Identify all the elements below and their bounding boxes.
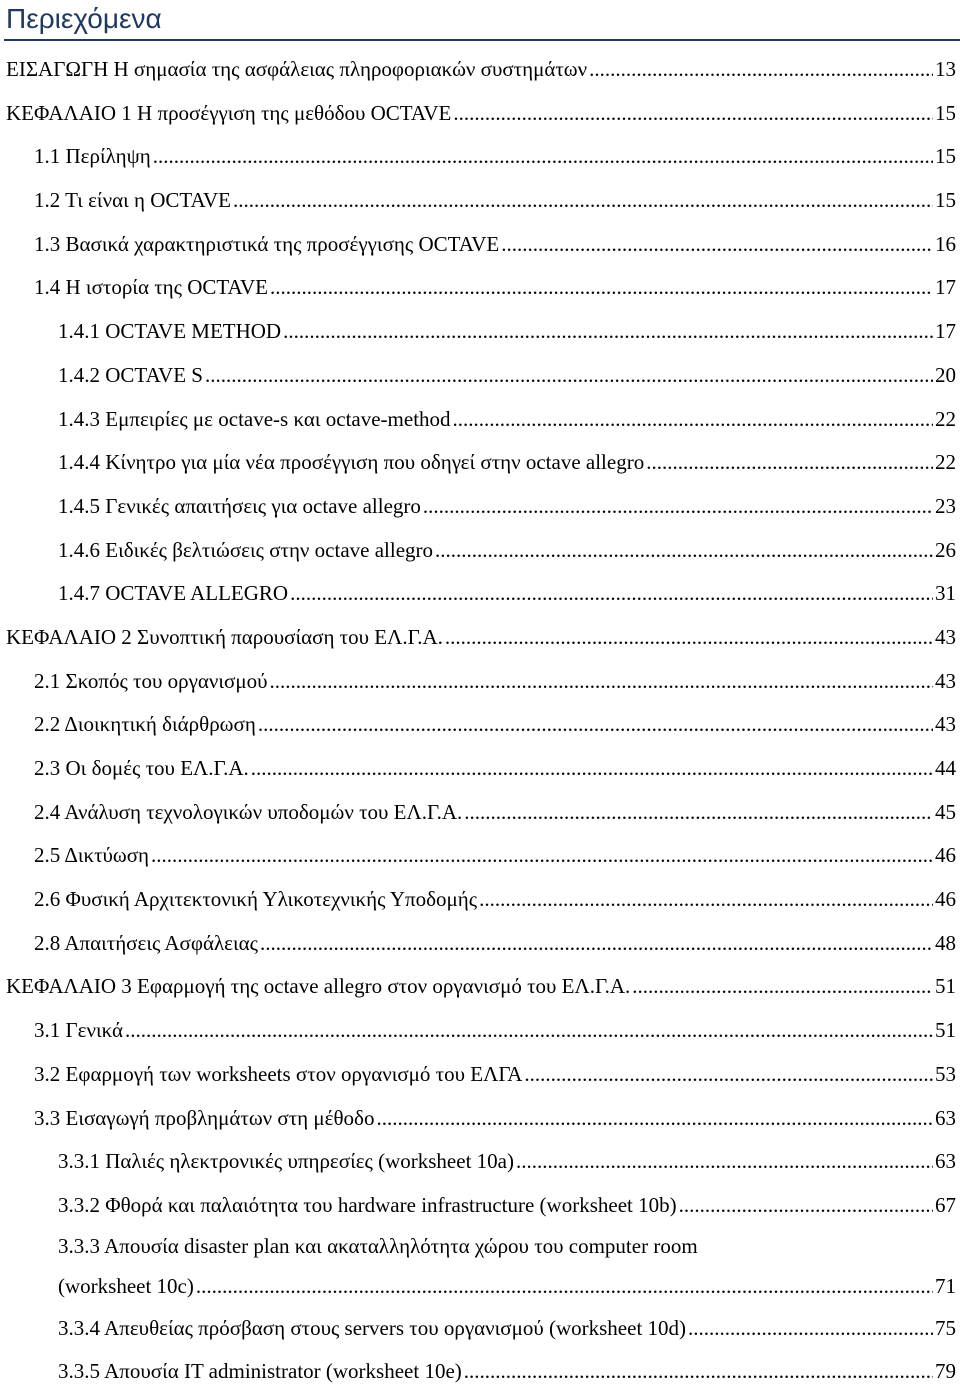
dot-leader <box>196 1265 933 1307</box>
dot-leader <box>464 791 933 835</box>
toc-entry-2-8[interactable] <box>0 922 960 966</box>
toc-entry-1-4-4[interactable] <box>0 441 960 485</box>
toc-page-number: 43 <box>935 668 956 693</box>
toc-page-number: 46 <box>935 843 956 868</box>
dot-leader <box>153 135 933 179</box>
toc-page-number: 71 <box>935 1273 956 1298</box>
dot-leader <box>260 922 933 966</box>
dot-leader <box>445 616 933 660</box>
dot-leader <box>233 179 933 223</box>
toc-page-number: 15 <box>935 100 956 125</box>
toc-entry-text: 3.3.1 Παλιές ηλεκτρονικές υπηρεσίες (worksheet 10a) <box>58 1149 514 1174</box>
toc-entry-text: 2.3 Οι δομές του ΕΛ.Γ.Α. <box>34 756 249 780</box>
toc-entry-chapter-2[interactable] <box>0 616 960 660</box>
toc-page-number: 22 <box>935 406 956 431</box>
page-title: Περιεχόμενα <box>6 3 162 34</box>
toc-page-number: 48 <box>935 930 956 955</box>
toc-entry-1-4-3[interactable] <box>0 398 960 442</box>
toc-entry-1-1[interactable] <box>0 135 960 179</box>
dot-leader <box>125 1009 933 1053</box>
toc-page-number: 13 <box>935 57 956 81</box>
toc-entry-text: 1.4.2 OCTAVE S <box>58 362 203 387</box>
toc-entry-text: 1.4.7 OCTAVE ALLEGRO <box>58 581 289 606</box>
toc-entry-1-4-5[interactable] <box>0 485 960 529</box>
toc-entry-2-5[interactable] <box>0 834 960 878</box>
toc-entry-2-4[interactable] <box>0 791 960 835</box>
toc-entry-3-1[interactable] <box>0 1009 960 1053</box>
toc-entry-text: 1.2 Τι είναι η OCTAVE <box>34 188 231 213</box>
dot-leader <box>646 441 933 485</box>
toc-entry-2-3[interactable] <box>0 747 960 791</box>
toc-page-number: 17 <box>935 319 956 344</box>
dot-leader <box>283 310 933 354</box>
toc-entry-text: 2.8 Απαιτήσεις Ασφάλειας <box>34 930 258 955</box>
toc-entry-text: 3.2 Εφαρμογή των worksheets στον οργανισμό του ΕΛΓΑ <box>34 1061 523 1086</box>
toc-page-number: 44 <box>935 756 956 780</box>
toc-entry-chapter-3[interactable] <box>0 965 960 1009</box>
table-of-contents <box>0 48 960 1394</box>
toc-page-number: 75 <box>935 1315 956 1340</box>
toc-entry-chapter-1[interactable] <box>0 92 960 136</box>
toc-page-number: 15 <box>935 188 956 213</box>
toc-entry-introduction[interactable] <box>0 48 960 92</box>
toc-entry-3-3[interactable] <box>0 1097 960 1141</box>
dot-leader <box>632 965 933 1009</box>
toc-page-number: 43 <box>935 712 956 737</box>
toc-page-number: 63 <box>935 1149 956 1174</box>
toc-entry-text: 1.4.4 Κίνητρο για μία νέα προσέγγιση που οδηγεί στην octave allegro <box>58 450 645 475</box>
toc-entry-1-3[interactable] <box>0 223 960 267</box>
toc-entry-text: 3.3 Εισαγωγή προβλημάτων στη μέθοδο <box>34 1105 375 1130</box>
dot-leader <box>290 572 933 616</box>
dot-leader <box>589 48 933 92</box>
toc-page-number: 67 <box>935 1192 956 1217</box>
toc-entry-3-3-2[interactable] <box>0 1184 960 1228</box>
dot-leader <box>464 1350 933 1394</box>
toc-entry-2-1[interactable] <box>0 660 960 704</box>
dot-leader <box>423 485 933 529</box>
dot-leader <box>679 1184 933 1228</box>
toc-entry-text: 2.6 Φυσική Αρχιτεκτονική Υλικοτεχνικής Υποδομής <box>34 887 478 912</box>
dot-leader <box>435 529 933 573</box>
toc-page-number: 63 <box>935 1105 956 1130</box>
toc-page-number: 79 <box>935 1359 956 1384</box>
toc-page-number: 22 <box>935 450 956 475</box>
toc-entry-text: ΕΙΣΑΓΩΓΗ Η σημασία της ασφάλειας πληροφοριακών συστημάτων <box>6 57 588 81</box>
toc-entry-text: 1.4.5 Γενικές απαιτήσεις για octave allegro <box>58 493 421 518</box>
toc-entry-text: 1.4.1 OCTAVE METHOD <box>58 319 282 344</box>
toc-entry-text: 1.4.3 Εμπειρίες με octave-s και octave-method <box>58 406 451 431</box>
toc-entry-3-3-1[interactable] <box>0 1140 960 1184</box>
toc-entry-text: 1.4.6 Ειδικές βελτιώσεις στην octave allegro <box>58 537 434 562</box>
toc-page-number: 51 <box>935 974 956 999</box>
dot-leader <box>501 223 933 267</box>
toc-entry-1-2[interactable] <box>0 179 960 223</box>
toc-entry-1-4-2[interactable] <box>0 354 960 398</box>
dot-leader <box>516 1140 933 1184</box>
dot-leader <box>258 703 933 747</box>
dot-leader <box>479 878 933 922</box>
toc-entry-text: 2.2 Διοικητική διάρθρωση <box>34 712 256 737</box>
toc-page-number: 23 <box>935 493 956 518</box>
toc-page-number: 43 <box>935 624 956 649</box>
toc-page-number: 26 <box>935 537 956 562</box>
toc-entry-text: 1.3 Βασικά χαρακτηριστικά της προσέγγισης OCTAVE <box>34 231 500 256</box>
toc-entry-3-3-3[interactable] <box>0 1228 960 1307</box>
toc-entry-text: 3.3.5 Απουσία IT administrator (worksheet 10e) <box>58 1359 462 1384</box>
toc-page-number: 53 <box>935 1061 956 1086</box>
dot-leader <box>376 1097 933 1141</box>
toc-entry-text-continued: (worksheet 10c) <box>58 1273 194 1298</box>
toc-page-number: 46 <box>935 887 956 912</box>
toc-entry-1-4-6[interactable] <box>0 529 960 573</box>
toc-page-number: 15 <box>935 144 956 169</box>
toc-entry-text: ΚΕΦΑΛΑΙΟ 1 Η προσέγγιση της μεθόδου OCTAVE <box>6 100 452 125</box>
toc-page-number: 16 <box>935 231 956 256</box>
toc-entry-1-4-7[interactable] <box>0 572 960 616</box>
toc-entry-text: 3.3.3 Απουσία disaster plan και ακαταλληλότητα χώρου του computer room <box>58 1233 698 1258</box>
toc-entry-text: 1.4 Η ιστορία της OCTAVE <box>34 275 268 300</box>
dot-leader <box>688 1307 933 1351</box>
toc-page-number: 17 <box>935 275 956 300</box>
toc-entry-text: 3.3.2 Φθορά και παλαιότητα του hardware infrastructure (worksheet 10b) <box>58 1192 677 1217</box>
toc-entry-text: 2.5 Δικτύωση <box>34 843 150 868</box>
toc-page-number: 20 <box>935 362 956 387</box>
dot-leader <box>251 747 933 791</box>
dot-leader <box>453 92 933 136</box>
toc-page-number: 31 <box>935 581 956 606</box>
toc-entry-2-6[interactable] <box>0 878 960 922</box>
title-underline <box>4 39 960 41</box>
toc-entry-text: 2.4 Ανάλυση τεχνολογικών υποδομών του ΕΛ.Γ.Α. <box>34 799 463 824</box>
dot-leader <box>453 398 933 442</box>
toc-entry-3-2[interactable] <box>0 1053 960 1097</box>
toc-entry-3-3-4[interactable] <box>0 1307 960 1351</box>
dot-leader <box>205 354 933 398</box>
dot-leader <box>151 834 933 878</box>
toc-entry-1-4-1[interactable] <box>0 310 960 354</box>
dot-leader <box>270 266 933 310</box>
dot-leader <box>524 1053 933 1097</box>
toc-entry-text: 3.3.4 Απευθείας πρόσβαση στους servers του οργανισμού (worksheet 10d) <box>58 1315 687 1340</box>
toc-entry-text: 3.1 Γενικά <box>34 1018 124 1043</box>
toc-entry-text: 2.1 Σκοπός του οργανισμού <box>34 668 268 693</box>
dot-leader <box>269 660 933 704</box>
toc-entry-2-2[interactable] <box>0 703 960 747</box>
toc-page-number: 51 <box>935 1018 956 1043</box>
toc-entry-1-4[interactable] <box>0 266 960 310</box>
toc-entry-text: ΚΕΦΑΛΑΙΟ 3 Εφαρμογή της octave allegro στον οργανισμό του ΕΛ.Γ.Α. <box>6 974 631 999</box>
toc-page-number: 45 <box>935 799 956 824</box>
toc-entry-text: 1.1 Περίληψη <box>34 144 151 169</box>
toc-entry-text: ΚΕΦΑΛΑΙΟ 2 Συνοπτική παρουσίαση του ΕΛ.Γ.Α. <box>6 624 443 649</box>
toc-entry-3-3-5[interactable] <box>0 1350 960 1394</box>
